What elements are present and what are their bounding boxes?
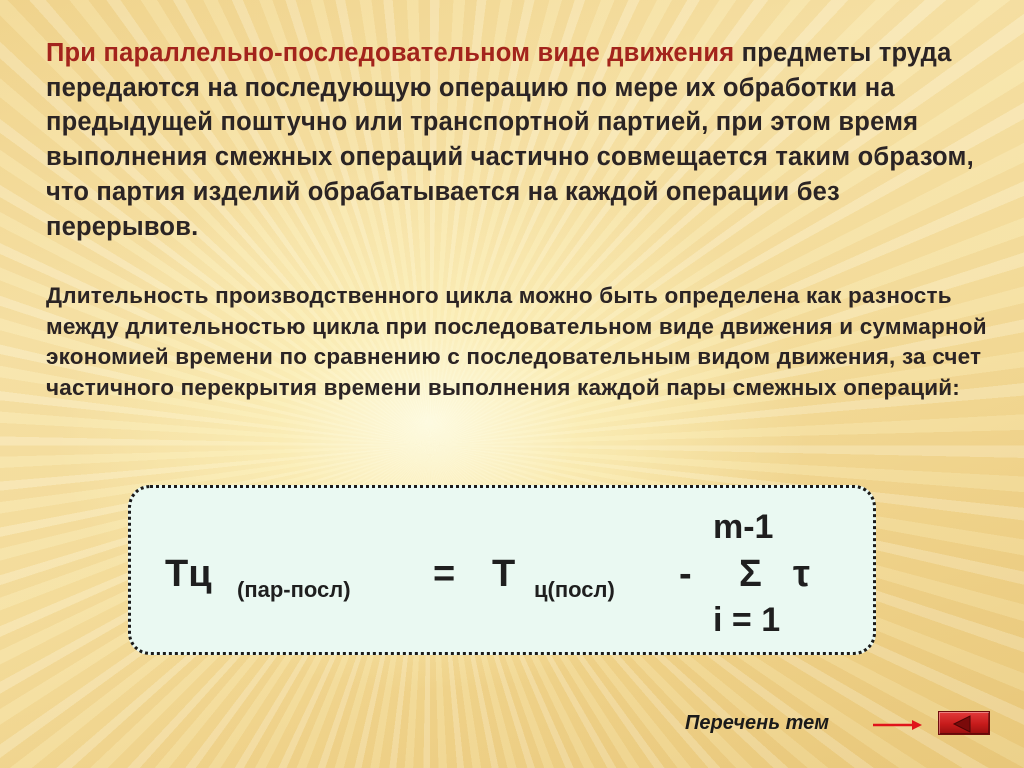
formula-lhs-subscript: (пар-посл) xyxy=(237,577,351,602)
back-button[interactable] xyxy=(938,711,990,735)
topics-list-link[interactable]: Перечень тем xyxy=(685,712,830,734)
back-triangle-icon xyxy=(939,712,991,736)
formula-minus: - xyxy=(679,553,692,595)
paragraph-definition xyxy=(46,36,996,244)
formula-box xyxy=(128,485,876,655)
definition-lead: При параллельно-последовательном виде движения xyxy=(46,39,735,67)
formula-sigma: Σ xyxy=(739,553,762,595)
formula-lhs: Тц xyxy=(165,553,212,595)
definition-body: предметы труда передаются на последующую операцию по мере их обработки на предыдущей поштучно или транспортной партией, при этом время выполнения смежных операций частично совмещается таким образом, что партия изделий обрабатывается на каждой операции без перерывов. xyxy=(46,39,974,241)
right-arrow-icon xyxy=(872,716,924,734)
formula-sigma-upper: m-1 xyxy=(713,508,774,546)
formula-summand: τ xyxy=(793,553,810,595)
formula-equals: = xyxy=(433,553,456,595)
formula-rhs-subscript: ц(посл) xyxy=(534,577,615,602)
formula-rhs-term: Т xyxy=(492,553,516,595)
formula-sigma-lower: i = 1 xyxy=(713,601,781,639)
paragraph-duration: Длительность производственного цикла можно быть определена как разность между длительностью цикла при последовательном виде движения и суммарной экономией времени по сравнению с последовательным видом движения, за счет частичного перекрытия времени выполнения каждой пары смежных операций: xyxy=(46,283,987,400)
